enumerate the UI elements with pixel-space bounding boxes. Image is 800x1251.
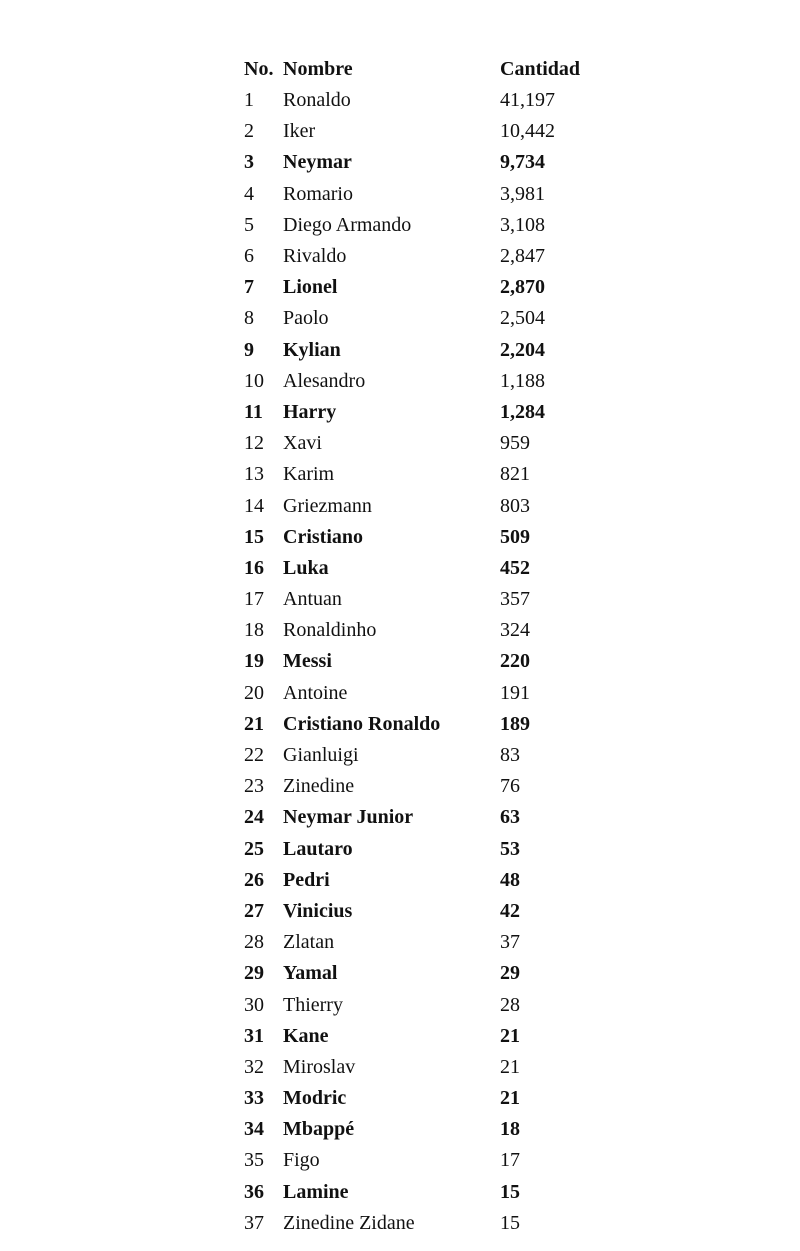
row-number: 6 [244, 245, 254, 268]
row-quantity: 29 [500, 962, 520, 985]
row-quantity: 17 [500, 1149, 520, 1172]
table-row [244, 116, 600, 147]
row-number: 2 [244, 120, 254, 143]
table-row [244, 1177, 600, 1208]
row-number: 8 [244, 307, 254, 330]
row-name: Neymar Junior [283, 806, 414, 829]
row-number: 5 [244, 213, 254, 236]
row-number: 4 [244, 182, 254, 205]
table-row [244, 303, 600, 334]
table-row [244, 865, 600, 896]
row-name: Miroslav [283, 1055, 356, 1078]
table-row [244, 584, 600, 615]
table-row [244, 771, 600, 802]
row-name: Alesandro [283, 369, 366, 392]
table-row [244, 553, 600, 584]
table-row [244, 459, 600, 490]
row-name: Harry [283, 400, 337, 423]
row-quantity: 15 [500, 1211, 520, 1234]
row-name: Luka [283, 556, 329, 579]
table-row [244, 740, 600, 771]
row-name: Paolo [283, 307, 329, 330]
row-quantity: 10,442 [500, 120, 555, 143]
row-quantity: 452 [500, 556, 530, 579]
row-quantity: 2,504 [500, 307, 545, 330]
row-name: Antuan [283, 588, 342, 611]
row-name: Lionel [283, 276, 338, 299]
table-row [244, 1208, 600, 1239]
row-quantity: 37 [500, 931, 520, 954]
row-quantity: 9,734 [500, 151, 545, 174]
row-number: 11 [244, 400, 263, 423]
row-name: Romario [283, 182, 353, 205]
row-quantity: 83 [500, 744, 520, 767]
row-quantity: 53 [500, 837, 520, 860]
row-name: Antoine [283, 681, 348, 704]
row-number: 15 [244, 525, 264, 548]
table-row [244, 1052, 600, 1083]
row-name: Neymar [283, 151, 352, 174]
row-number: 36 [244, 1180, 264, 1203]
row-quantity: 220 [500, 650, 530, 673]
row-name: Griezmann [283, 494, 372, 517]
table-row [244, 428, 600, 459]
row-quantity: 21 [500, 1024, 520, 1047]
table-row [244, 646, 600, 677]
row-number: 28 [244, 931, 264, 954]
row-name: Cristiano Ronaldo [283, 712, 441, 735]
table-row [244, 927, 600, 958]
row-name: Ronaldo [283, 89, 351, 112]
ranking-table [244, 54, 600, 1239]
table-row [244, 989, 600, 1020]
row-name: Xavi [283, 432, 322, 455]
row-name: Karim [283, 463, 335, 486]
row-number: 1 [244, 89, 254, 112]
row-number: 3 [244, 151, 254, 174]
row-name: Mbappé [283, 1118, 355, 1141]
table-row [244, 615, 600, 646]
row-name: Iker [283, 120, 316, 143]
row-name: Rivaldo [283, 245, 347, 268]
row-quantity: 42 [500, 899, 520, 922]
table-row [244, 490, 600, 521]
table-row [244, 678, 600, 709]
row-name: Lamine [283, 1180, 349, 1203]
table-header-row [244, 54, 600, 85]
row-number: 30 [244, 993, 264, 1016]
row-name: Diego Armando [283, 213, 412, 236]
row-quantity: 189 [500, 712, 530, 735]
table-row [244, 272, 600, 303]
table-row [244, 1114, 600, 1145]
row-number: 24 [244, 806, 264, 829]
row-number: 10 [244, 369, 264, 392]
header-name: Nombre [283, 58, 353, 80]
row-quantity: 21 [500, 1087, 520, 1110]
row-number: 21 [244, 712, 264, 735]
row-quantity: 3,981 [500, 182, 545, 205]
row-number: 25 [244, 837, 264, 860]
row-quantity: 803 [500, 494, 530, 517]
table-row [244, 709, 600, 740]
table-row [244, 896, 600, 927]
row-name: Zinedine Zidane [283, 1211, 415, 1234]
table-row [244, 522, 600, 553]
table-row [244, 241, 600, 272]
table-row [244, 958, 600, 989]
row-quantity: 191 [500, 681, 530, 704]
row-number: 26 [244, 868, 264, 891]
header-no: No. [244, 58, 274, 80]
table-row [244, 397, 600, 428]
row-quantity: 21 [500, 1055, 520, 1078]
row-quantity: 3,108 [500, 213, 545, 236]
table-row [244, 1145, 600, 1176]
row-quantity: 28 [500, 993, 520, 1016]
row-number: 7 [244, 276, 254, 299]
row-name: Thierry [283, 993, 343, 1016]
row-quantity: 357 [500, 588, 530, 611]
row-quantity: 63 [500, 806, 520, 829]
row-number: 33 [244, 1087, 264, 1110]
row-name: Figo [283, 1149, 320, 1172]
row-number: 29 [244, 962, 264, 985]
table-row [244, 210, 600, 241]
header-qty: Cantidad [500, 58, 581, 80]
row-number: 37 [244, 1211, 264, 1234]
row-quantity: 1,284 [500, 400, 545, 423]
table-row [244, 1021, 600, 1052]
row-quantity: 509 [500, 525, 530, 548]
row-quantity: 2,204 [500, 338, 545, 361]
row-number: 17 [244, 588, 264, 611]
row-number: 9 [244, 338, 254, 361]
row-quantity: 48 [500, 868, 520, 891]
row-quantity: 2,870 [500, 276, 545, 299]
row-number: 12 [244, 432, 264, 455]
row-quantity: 2,847 [500, 245, 545, 268]
row-name: Ronaldinho [283, 619, 377, 642]
row-name: Vinicius [283, 899, 353, 922]
row-number: 13 [244, 463, 264, 486]
table-row [244, 147, 600, 178]
row-number: 22 [244, 744, 264, 767]
row-name: Zlatan [283, 931, 335, 954]
table-row [244, 179, 600, 210]
row-name: Modric [283, 1087, 347, 1110]
row-number: 27 [244, 899, 264, 922]
row-name: Cristiano [283, 525, 363, 548]
row-name: Kylian [283, 338, 341, 361]
row-name: Kane [283, 1024, 329, 1047]
row-name: Lautaro [283, 837, 353, 860]
row-quantity: 1,188 [500, 369, 545, 392]
row-number: 20 [244, 681, 264, 704]
row-name: Pedri [283, 868, 330, 891]
row-quantity: 15 [500, 1180, 520, 1203]
row-quantity: 41,197 [500, 89, 555, 112]
row-quantity: 959 [500, 432, 530, 455]
row-number: 32 [244, 1055, 264, 1078]
row-number: 35 [244, 1149, 264, 1172]
row-quantity: 18 [500, 1118, 520, 1141]
table-row [244, 834, 600, 865]
table-row [244, 366, 600, 397]
table-row [244, 85, 600, 116]
row-name: Zinedine [283, 775, 355, 798]
row-number: 31 [244, 1024, 264, 1047]
row-number: 14 [244, 494, 264, 517]
row-number: 34 [244, 1118, 264, 1141]
table-row [244, 1083, 600, 1114]
row-quantity: 76 [500, 775, 520, 798]
table-row [244, 802, 600, 833]
row-number: 23 [244, 775, 264, 798]
row-name: Yamal [283, 962, 338, 985]
row-quantity: 821 [500, 463, 530, 486]
row-number: 19 [244, 650, 264, 673]
row-number: 16 [244, 556, 264, 579]
table-row [244, 335, 600, 366]
row-quantity: 324 [500, 619, 530, 642]
row-name: Gianluigi [283, 744, 359, 767]
table-body [244, 85, 600, 1239]
row-number: 18 [244, 619, 264, 642]
row-name: Messi [283, 650, 332, 673]
